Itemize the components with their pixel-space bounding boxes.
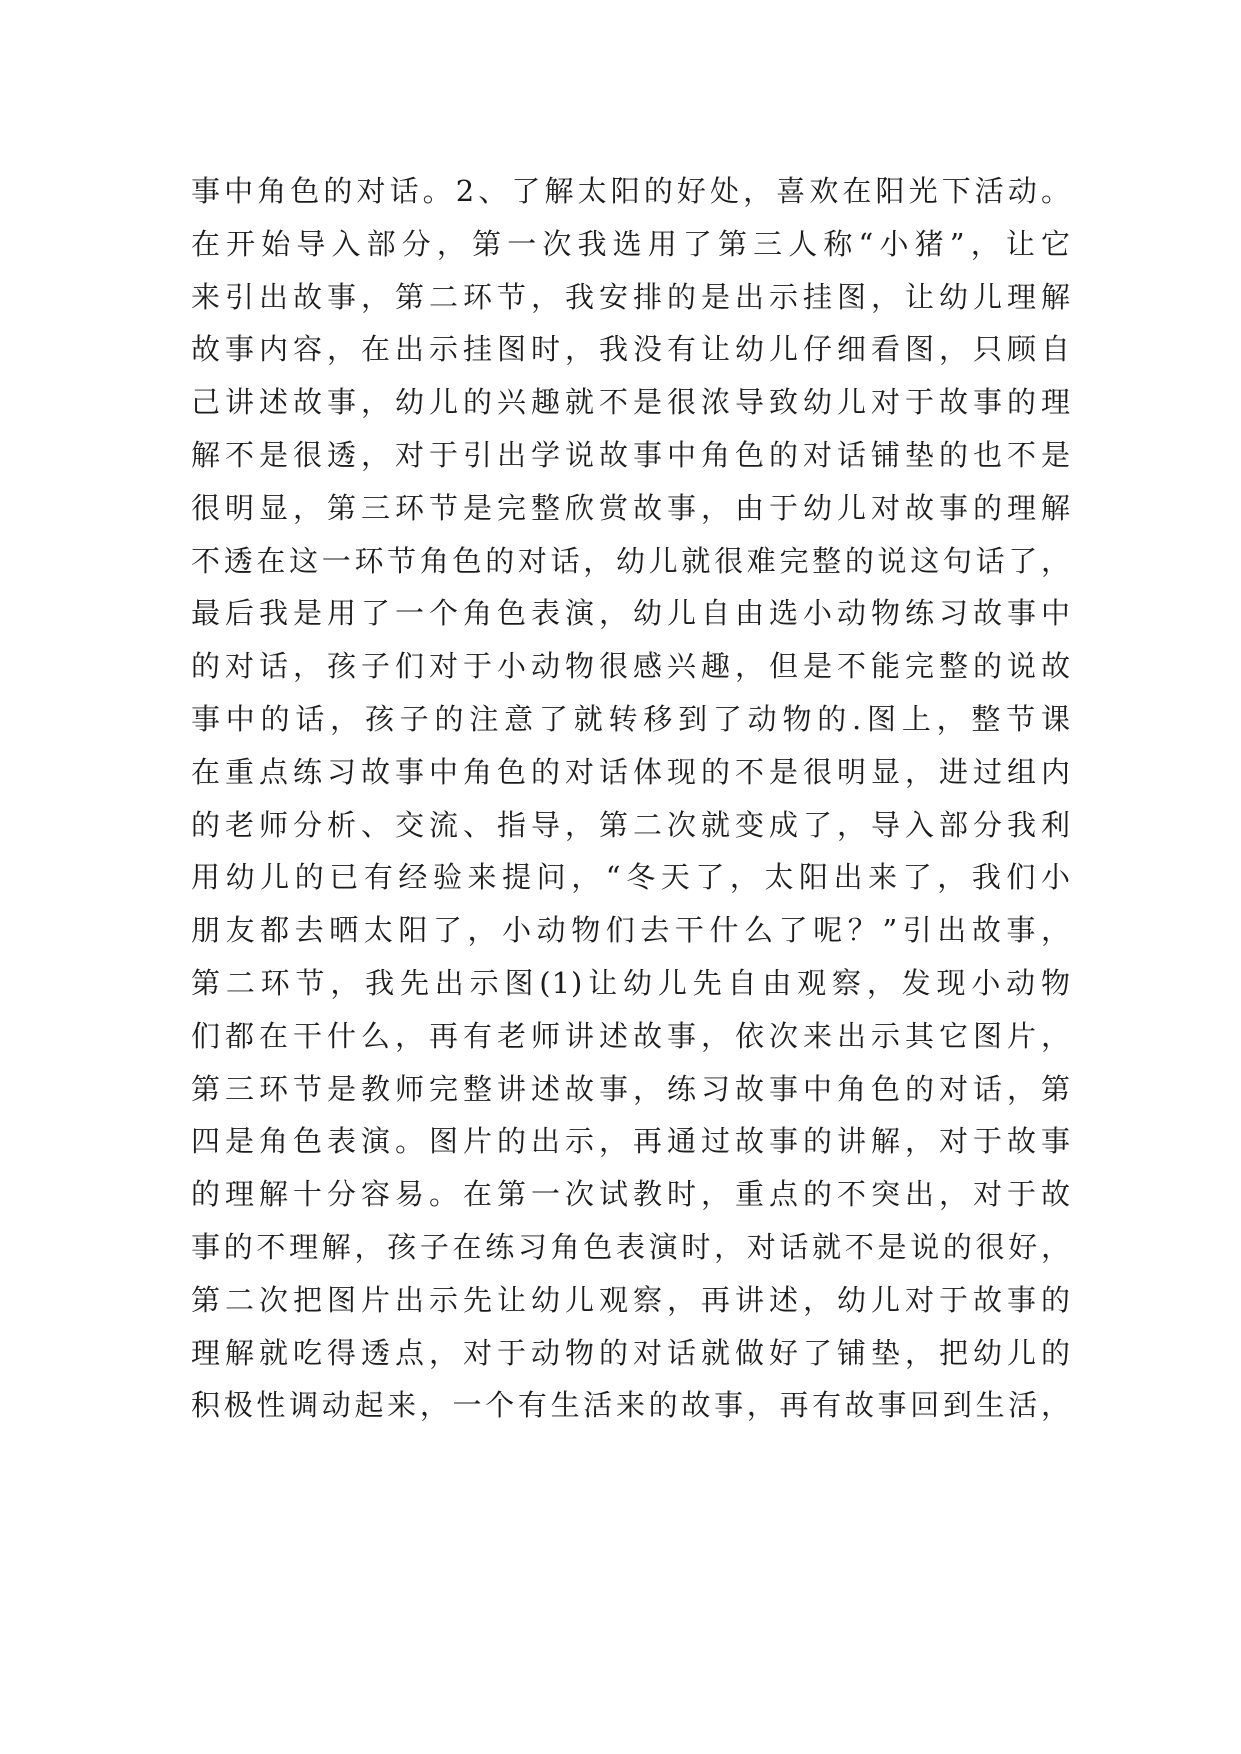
- text-line: 解不是很透，对于引出学说故事中角色的对话铺垫的也不是: [191, 437, 1071, 472]
- body-text: [191, 165, 1071, 1432]
- text-line: 己讲述故事，幼儿的兴趣就不是很浓导致幼儿对于故事的理: [191, 385, 1071, 420]
- text-line: 第二次把图片出示先让幼儿观察，再讲述，幼儿对于故事的: [191, 1282, 1071, 1317]
- text-line: 们都在干什么，再有老师讲述故事，依次来出示其它图片，: [191, 1018, 1071, 1053]
- text-line: 第三环节是教师完整讲述故事，练习故事中角色的对话，第: [191, 1071, 1071, 1106]
- text-line: 很明显，第三环节是完整欣赏故事，由于幼儿对故事的理解: [191, 490, 1071, 525]
- text-line: 朋友都去晒太阳了，小动物们去干什么了呢？”引出故事，: [191, 913, 1071, 948]
- text-line: 事中角色的对话。2、了解太阳的好处，喜欢在阳光下活动。: [191, 174, 1071, 208]
- text-line: 的对话，孩子们对于小动物很感兴趣，但是不能完整的说故: [191, 649, 1071, 684]
- text-line: 不透在这一环节角色的对话，幼儿就很难完整的说这句话了，: [191, 543, 1071, 578]
- text-line: 积极性调动起来，一个有生活来的故事，再有故事回到生活，: [191, 1388, 1071, 1423]
- text-line: 理解就吃得透点，对于动物的对话就做好了铺垫，把幼儿的: [191, 1335, 1071, 1370]
- text-line: 事的不理解，孩子在练习角色表演时，对话就不是说的很好，: [191, 1229, 1071, 1264]
- text-line: 最后我是用了一个角色表演，幼儿自由选小动物练习故事中: [191, 596, 1071, 631]
- text-line: 第二环节，我先出示图(1)让幼儿先自由观察，发现小动物: [191, 965, 1071, 1000]
- text-line: 事中的话，孩子的注意了就转移到了动物的.图上，整节课: [191, 701, 1071, 736]
- text-line: 的老师分析、交流、指导，第二次就变成了，导入部分我利: [191, 807, 1071, 842]
- text-line: 四是角色表演。图片的出示，再通过故事的讲解，对于故事: [191, 1124, 1071, 1159]
- text-line: 在开始导入部分，第一次我选用了第三人称“小猪”，让它: [191, 226, 1071, 261]
- text-line: 用幼儿的已有经验来提问，“冬天了，太阳出来了，我们小: [191, 860, 1071, 895]
- text-line: 来引出故事，第二环节，我安排的是出示挂图，让幼儿理解: [191, 279, 1071, 314]
- text-line: 故事内容，在出示挂图时，我没有让幼儿仔细看图，只顾自: [191, 332, 1071, 367]
- text-line: 在重点练习故事中角色的对话体现的不是很明显，进过组内: [191, 754, 1071, 789]
- text-line: 的理解十分容易。在第一次试教时，重点的不突出，对于故: [191, 1177, 1071, 1212]
